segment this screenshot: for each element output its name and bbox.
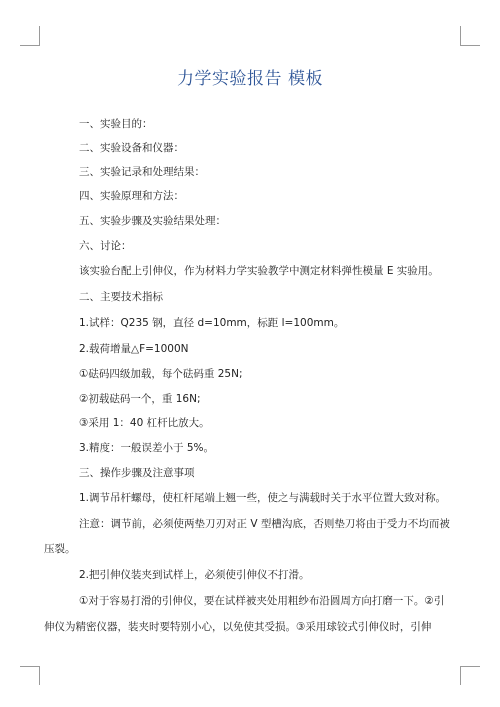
- section-heading-results: 三、实验记录和处理结果：: [79, 166, 205, 178]
- section-heading-steps: 五、实验步骤及实验结果处理：: [79, 215, 226, 227]
- spec-subitem-initial-load: ②初载砝码一个，重 16N;: [79, 393, 201, 405]
- spec-item-specimen: 1.试样：Q235 钢，直径 d=10mm，标距 l=100mm。: [79, 317, 345, 329]
- crop-mark-top-right: [460, 45, 480, 46]
- section-heading-purpose: 一、实验目的：: [79, 118, 153, 130]
- paragraph-intro: 该实验台配上引伸仪，作为材料力学实验教学中测定材料弹性模量 E 实验用。: [79, 265, 439, 277]
- spec-item-accuracy: 3.精度：一般误差小于 5%。: [79, 442, 215, 454]
- section-heading-discussion: 六、讨论：: [79, 240, 132, 252]
- section-heading-equipment: 二、实验设备和仪器：: [79, 142, 184, 154]
- step-mount-extensometer: 2.把引伸仪装夹到试样上，必须使引伸仪不打滑。: [79, 569, 310, 581]
- crop-mark-bottom-left: [39, 666, 40, 685]
- section-heading-principle: 四、实验原理和方法：: [79, 190, 184, 202]
- document-title: 力学实验报告 模板: [177, 69, 323, 89]
- step-adjust-lever: 1.调节吊杆螺母，使杠杆尾端上翘一些，使之与满载时关于水平位置大致对称。: [79, 492, 447, 504]
- section-heading-specs: 二、主要技术指标: [79, 291, 163, 303]
- step-detail-paragraph-continued: 伸仪为精密仪器，装夹时要特别小心，以免使其受损。③采用球铰式引伸仪时，引伸: [44, 621, 432, 633]
- crop-mark-bottom-right: [460, 666, 461, 685]
- crop-mark-bottom-right: [460, 666, 480, 667]
- step-detail-paragraph: ①对于容易打滑的引伸仪，要在试样被夹处用粗纱布沿圆周方向打磨一下。②引: [79, 595, 445, 607]
- spec-subitem-weights: ①砝码四级加载，每个砝码重 25N;: [79, 368, 243, 380]
- crop-mark-top-left: [39, 26, 40, 45]
- section-heading-operation: 三、操作步骤及注意事项: [79, 467, 195, 479]
- crop-mark-top-left: [20, 45, 40, 46]
- crop-mark-top-right: [460, 26, 461, 45]
- spec-subitem-lever-ratio: ③采用 1：40 杠杆比放大。: [79, 417, 210, 429]
- crop-mark-bottom-left: [20, 666, 40, 667]
- note-paragraph-continued: 压裂。: [44, 543, 76, 555]
- spec-item-load-increment: 2.载荷增量△F=1000N: [79, 343, 189, 355]
- note-paragraph: 注意：调节前，必须使两垫刀刃对正 V 型槽沟底，否则垫刀将由于受力不均而被: [79, 518, 450, 530]
